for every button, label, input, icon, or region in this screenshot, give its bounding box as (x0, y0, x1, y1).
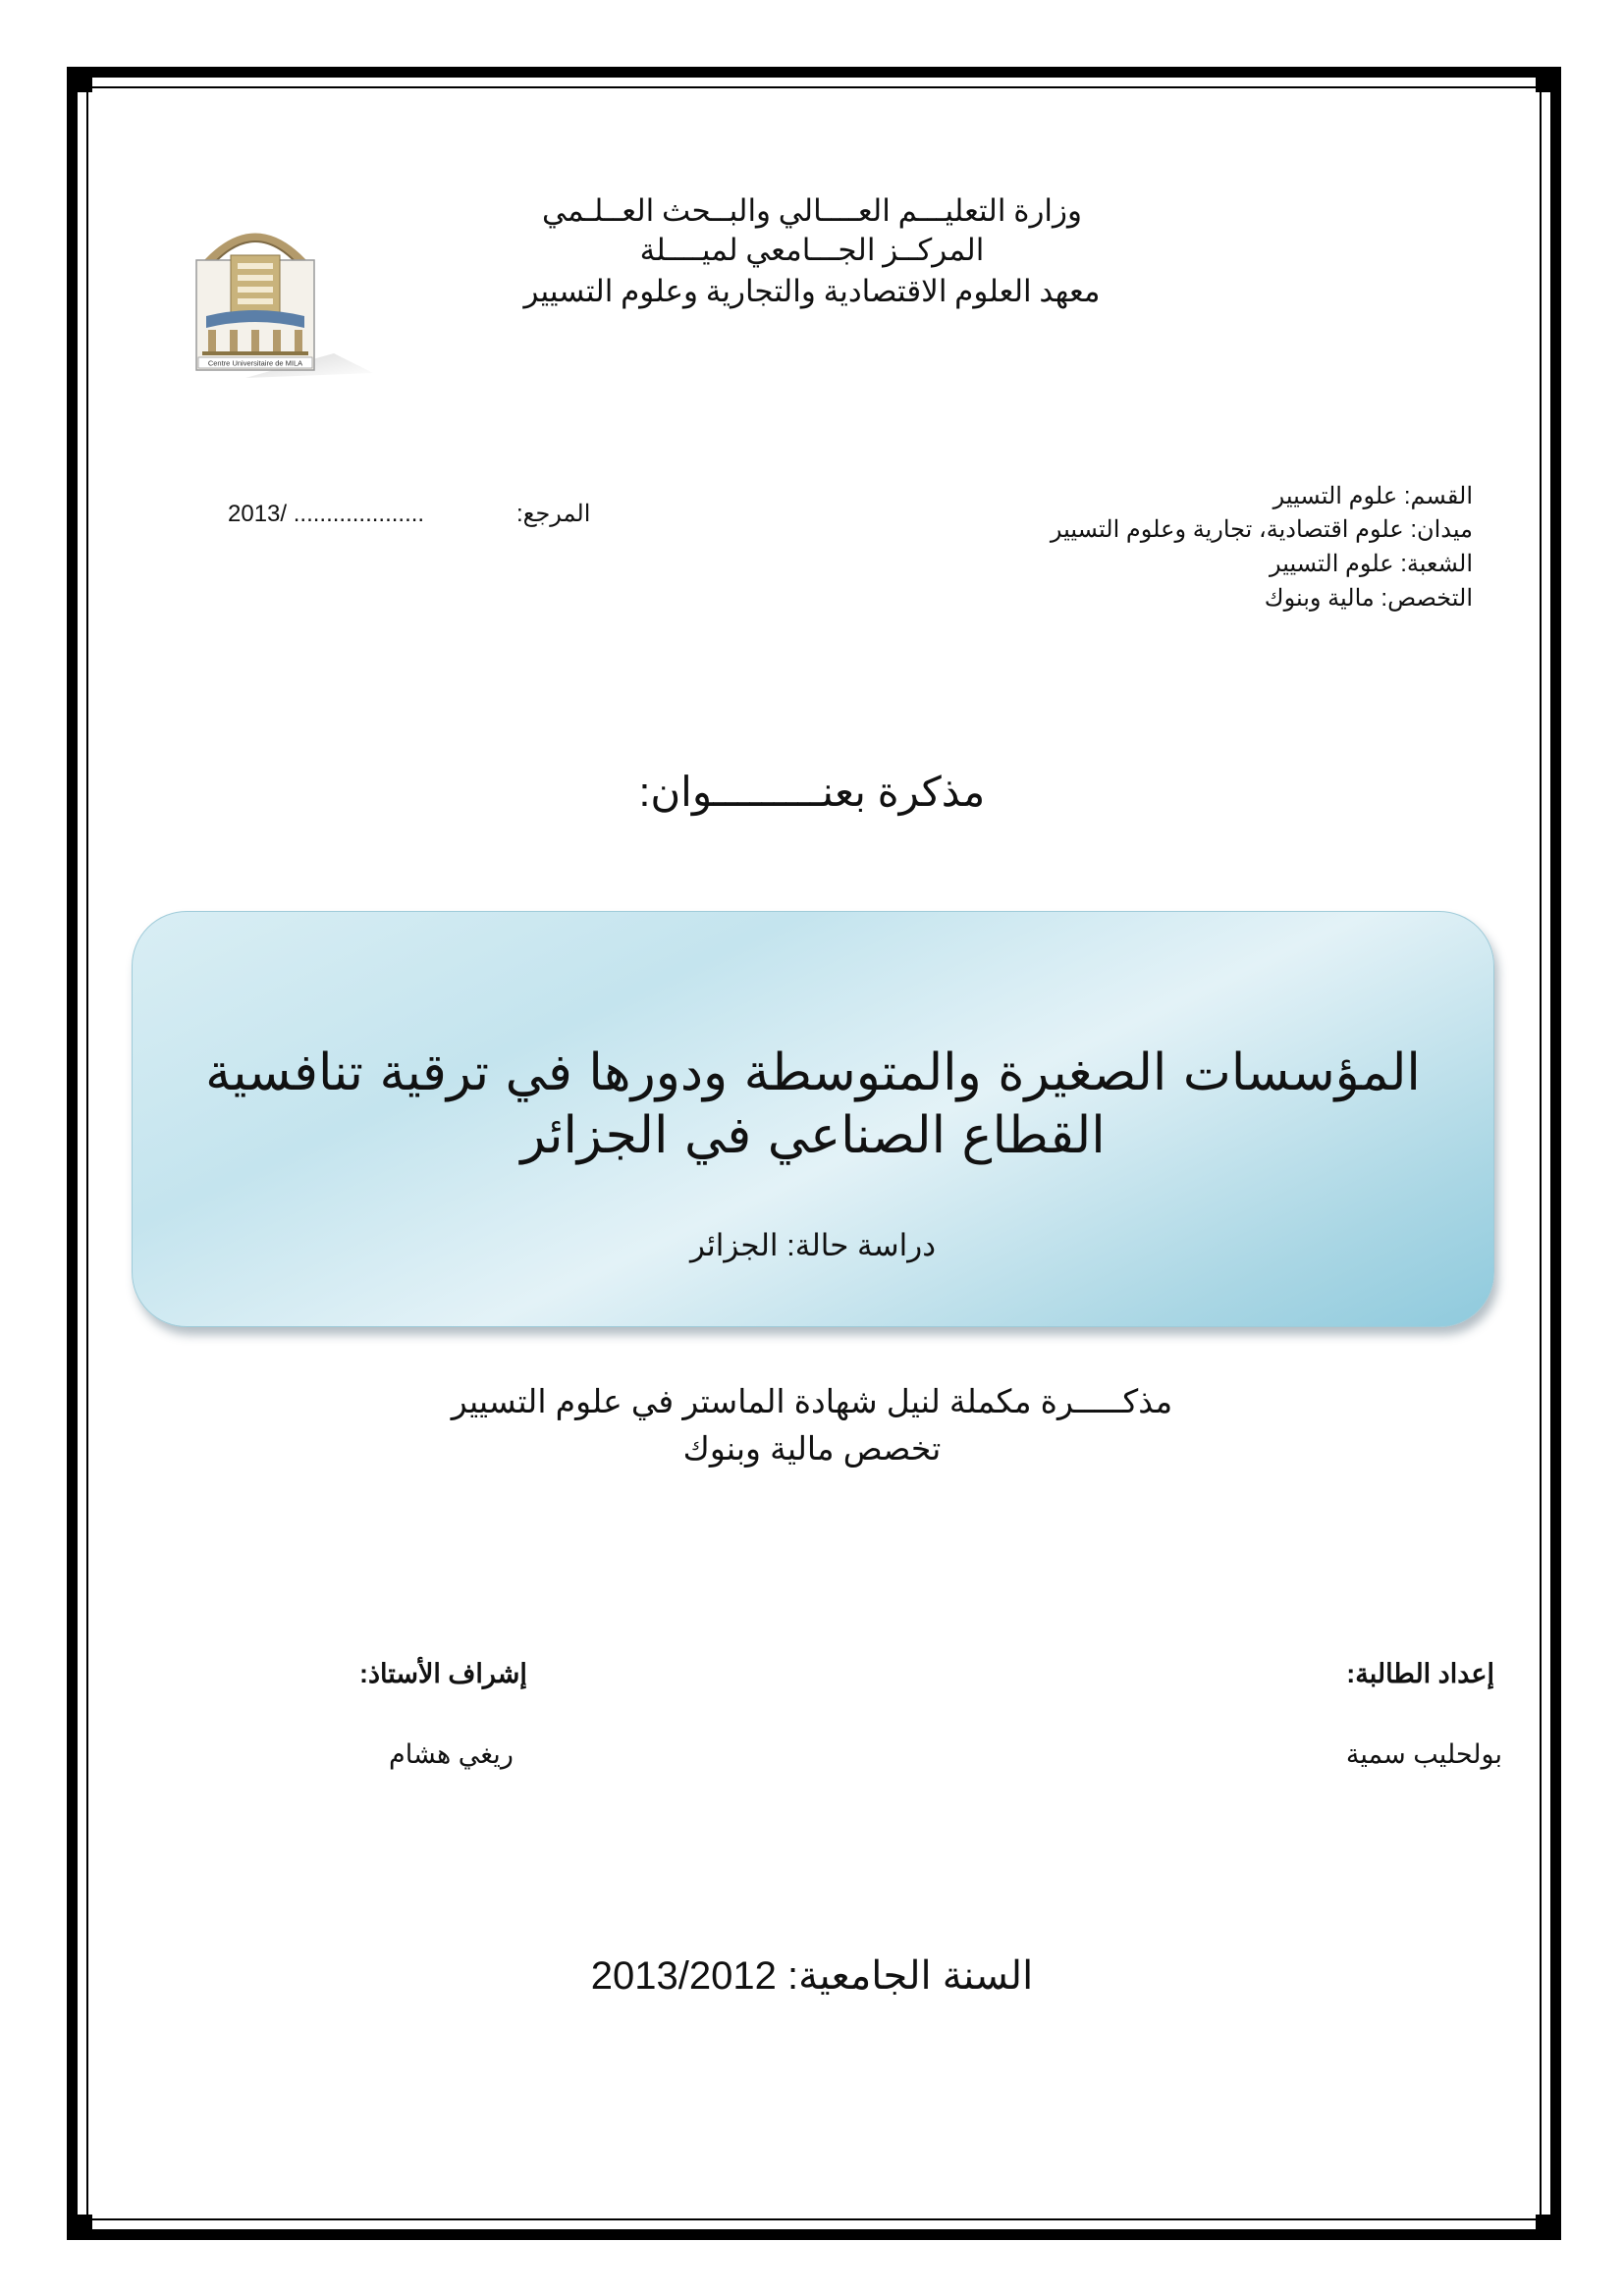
border-corner (1536, 67, 1561, 92)
reference-label: المرجع: (516, 501, 591, 527)
degree-statement-line2: تخصص مالية وبنوك (682, 1430, 942, 1467)
ministry-name: وزارة التعليـــم العــــالي والبــحث العــلـمي (542, 193, 1082, 228)
case-study-line: دراسة حالة: الجزائر (689, 1228, 936, 1262)
department-line: القسم: علوم التسيير (1272, 483, 1473, 509)
border-corner (67, 67, 92, 92)
institute-name: معهد العلوم الاقتصادية والتجارية وعلوم التسيير (523, 274, 1101, 308)
student-name: بولحليب سمية (1345, 1739, 1502, 1769)
student-label: إعداد الطالبة: (1346, 1659, 1494, 1688)
thesis-title-line1: المؤسسات الصغيرة والمتوسطة ودورها في ترقية تنافسية (205, 1043, 1421, 1102)
academic-year: السنة الجامعية: 2013/2012 (590, 1954, 1034, 1998)
supervisor-label: إشراف الأستاذ: (359, 1659, 527, 1688)
degree-statement-line1: مذكـــــرة مكملة لنيل شهادة الماستر في علوم التسيير (451, 1383, 1173, 1419)
field-line: ميدان: علوم اقتصادية، تجارية وعلوم التسيير (1050, 516, 1473, 543)
memo-heading: مذكرة بعنـــــــــوان: (638, 769, 986, 815)
thesis-title-box (132, 911, 1494, 1327)
logo-caption: Centre Universitaire de MILA (207, 358, 303, 368)
thesis-title-line2: القطاع الصناعي في الجزائر (520, 1106, 1106, 1165)
reference-value: 2013/ .................... (228, 501, 425, 527)
border-corner (1536, 2215, 1561, 2240)
branch-line: الشعبة: علوم التسيير (1270, 551, 1473, 577)
university-center-name: المركــز الجـــامعي لميــــلة (639, 233, 985, 267)
supervisor-name: ريغي هشام (389, 1739, 514, 1769)
specialty-line: التخصص: مالية وبنوك (1264, 585, 1473, 612)
border-corner (67, 2215, 92, 2240)
